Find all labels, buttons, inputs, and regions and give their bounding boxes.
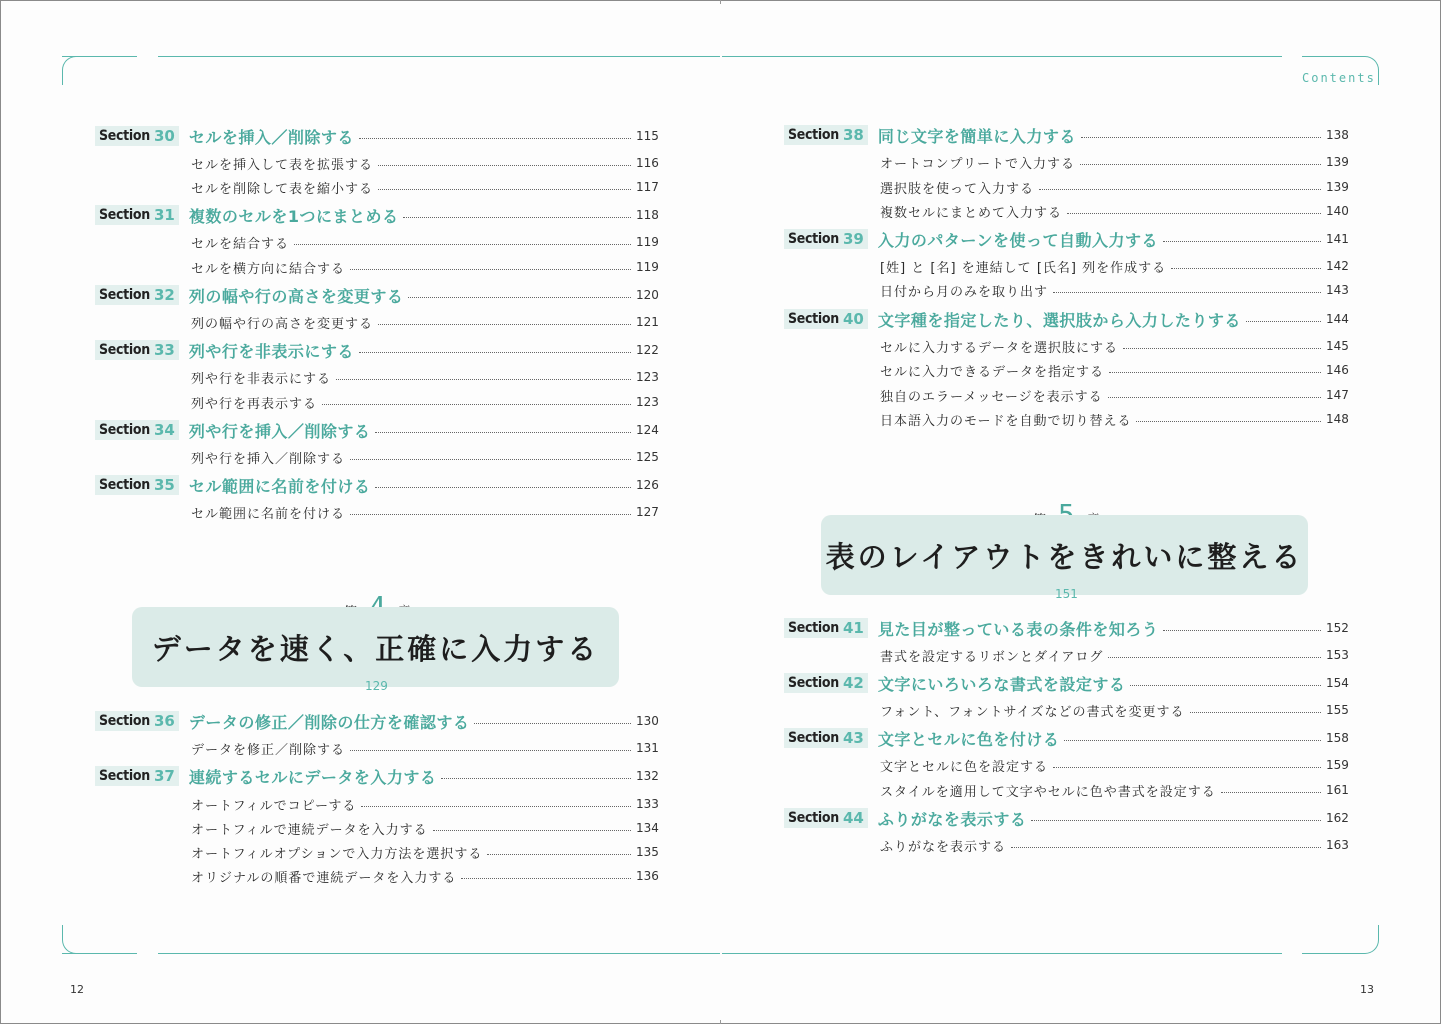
- subsection-title: オートコンプリートで入力する: [880, 156, 1075, 172]
- subsection-page: 119: [636, 260, 659, 274]
- section-badge: [95, 711, 179, 731]
- chapter4-title: データを速く、正確に入力する: [151, 632, 600, 666]
- subsection-page: 155: [1326, 703, 1349, 717]
- subsection-page: 163: [1326, 838, 1349, 852]
- subsection-page: 146: [1326, 363, 1349, 377]
- leader-dots: [1053, 767, 1321, 768]
- leader-dots: [1130, 685, 1321, 686]
- subsection-title: [姓] と [名] を連結して [氏名] 列を作成する: [880, 260, 1167, 276]
- leader-dots: [350, 750, 631, 751]
- section-page: 144: [1326, 312, 1349, 326]
- leader-dots: [408, 297, 631, 298]
- subsection-title: セルを横方向に結合する: [191, 261, 346, 277]
- subsection-page: 139: [1326, 180, 1349, 194]
- leader-dots: [1109, 372, 1321, 373]
- chapter5-page: 151: [1055, 587, 1078, 601]
- section-row[interactable]: [784, 307, 1348, 331]
- leader-dots: [441, 778, 631, 779]
- subsection-title: 列の幅や行の高さを変更する: [191, 316, 374, 332]
- subsection-title: セルに入力するデータを選択肢にする: [880, 340, 1119, 356]
- spine-mark-bottom: [720, 1020, 721, 1024]
- subsection-page: 135: [636, 845, 659, 859]
- section-badge: [95, 205, 179, 225]
- section-row[interactable]: [784, 123, 1348, 147]
- section-word: Section: [788, 810, 839, 826]
- leader-dots: [1067, 213, 1321, 214]
- subsection-row[interactable]: [191, 230, 658, 254]
- section-word: Section: [99, 768, 150, 784]
- section-page: 154: [1326, 676, 1349, 690]
- leader-dots: [378, 189, 631, 190]
- section-page: 141: [1326, 232, 1349, 246]
- subsection-row[interactable]: [880, 175, 1348, 199]
- section-page: 130: [636, 714, 659, 728]
- leader-dots: [1053, 292, 1321, 293]
- section-number: 30: [153, 127, 175, 145]
- leader-dots: [350, 459, 631, 460]
- leader-dots: [361, 806, 631, 807]
- subsection-row[interactable]: [191, 390, 658, 414]
- leader-dots: [375, 487, 631, 488]
- spine-mark-top: [720, 0, 721, 4]
- subsection-row[interactable]: [880, 698, 1348, 722]
- section-page: 122: [636, 343, 659, 357]
- section-badge: [784, 125, 868, 145]
- section-page: 118: [636, 208, 659, 222]
- section-page: 126: [636, 478, 659, 492]
- section-word: Section: [788, 231, 839, 247]
- section-page: 132: [636, 769, 659, 783]
- leader-dots: [1171, 268, 1321, 269]
- subsection-row[interactable]: [191, 736, 658, 760]
- section-row[interactable]: [95, 338, 658, 362]
- subsection-title: 文字とセルに色を設定する: [880, 759, 1049, 775]
- subsection-row[interactable]: [880, 383, 1348, 407]
- section-row[interactable]: [784, 806, 1348, 830]
- leader-dots: [294, 244, 631, 245]
- section-word: Section: [788, 730, 839, 746]
- leader-dots: [474, 723, 631, 724]
- subsection-row[interactable]: [880, 753, 1348, 777]
- leader-dots: [1163, 630, 1321, 631]
- subsection-row[interactable]: [191, 500, 658, 524]
- subsection-row[interactable]: [191, 365, 658, 389]
- leader-dots: [350, 269, 631, 270]
- subsection-title: 独自のエラーメッセージを表示する: [880, 389, 1103, 405]
- section-title: 同じ文字を簡単に入力する: [877, 126, 1076, 146]
- section-page: 152: [1326, 621, 1349, 635]
- section-title: ふりがなを表示する: [877, 809, 1027, 829]
- section-number: 35: [153, 476, 175, 494]
- section-title: データの修正／削除の仕方を確認する: [188, 712, 470, 732]
- subsection-row[interactable]: [880, 833, 1348, 857]
- subsection-row[interactable]: [880, 407, 1348, 431]
- section-number: 44: [842, 809, 864, 827]
- leader-dots: [403, 217, 631, 218]
- leader-dots: [433, 830, 631, 831]
- section-number: 33: [153, 341, 175, 359]
- rule-bottom-right-short: [1302, 953, 1362, 954]
- section-title: 文字種を指定したり、選択肢から入力したりする: [877, 310, 1241, 330]
- rule-top-left-short: [62, 56, 137, 57]
- section-title: 入力のパターンを使って自動入力する: [877, 230, 1159, 250]
- subsection-title: 複数セルにまとめて入力する: [880, 205, 1063, 221]
- section-number: 43: [842, 729, 864, 747]
- leader-dots: [336, 379, 631, 380]
- section-page: 120: [636, 288, 659, 302]
- section-row[interactable]: [784, 671, 1348, 695]
- subsection-row[interactable]: [880, 334, 1348, 358]
- leader-dots: [1064, 740, 1321, 741]
- subsection-page: 121: [636, 315, 659, 329]
- section-number: 41: [842, 619, 864, 637]
- leader-dots: [487, 854, 631, 855]
- subsection-row[interactable]: [191, 816, 658, 840]
- leader-dots: [378, 165, 631, 166]
- subsection-page: 140: [1326, 204, 1349, 218]
- section-number: 39: [842, 230, 864, 248]
- section-number: 38: [842, 126, 864, 144]
- section-number: 37: [153, 767, 175, 785]
- subsection-row[interactable]: [191, 840, 658, 864]
- subsection-title: セルを結合する: [191, 236, 290, 252]
- rule-top-left: [158, 56, 720, 57]
- subsection-page: 133: [636, 797, 659, 811]
- section-row[interactable]: [95, 124, 658, 148]
- section-word: Section: [788, 620, 839, 636]
- section-row[interactable]: [95, 418, 658, 442]
- section-badge: [95, 475, 179, 495]
- subsection-row[interactable]: [880, 278, 1348, 302]
- section-word: Section: [99, 207, 150, 223]
- corner-top-left: [62, 56, 81, 85]
- subsection-row[interactable]: [880, 199, 1348, 223]
- section-title: 見た目が整っている表の条件を知ろう: [877, 619, 1159, 639]
- subsection-title: オリジナルの順番で連続データを入力する: [191, 870, 457, 886]
- leader-dots: [359, 352, 631, 353]
- subsection-row[interactable]: [880, 254, 1348, 278]
- section-word: Section: [99, 287, 150, 303]
- section-row[interactable]: [95, 709, 658, 733]
- section-row[interactable]: [784, 726, 1348, 750]
- section-number: 36: [153, 712, 175, 730]
- subsection-page: 131: [636, 741, 659, 755]
- subsection-title: 日付から月のみを取り出す: [880, 284, 1049, 300]
- subsection-title: セルを削除して表を縮小する: [191, 181, 374, 197]
- subsection-title: セルに入力できるデータを指定する: [880, 364, 1105, 380]
- section-row[interactable]: [784, 227, 1348, 251]
- section-title: 文字にいろいろな書式を設定する: [877, 674, 1126, 694]
- section-row[interactable]: [95, 764, 658, 788]
- chapter4-box: [132, 607, 619, 687]
- section-badge: [95, 420, 179, 440]
- section-badge: [95, 766, 179, 786]
- subsection-row[interactable]: [191, 792, 658, 816]
- subsection-title: ふりがなを表示する: [880, 839, 1007, 855]
- rule-bottom-left-short: [62, 953, 137, 954]
- section-word: Section: [99, 477, 150, 493]
- subsection-page: 148: [1326, 412, 1349, 426]
- subsection-page: 136: [636, 869, 659, 883]
- section-word: Section: [788, 675, 839, 691]
- contents-label: Contents: [1302, 71, 1376, 85]
- subsection-page: 123: [636, 395, 659, 409]
- subsection-page: 117: [636, 180, 659, 194]
- leader-dots: [375, 432, 631, 433]
- subsection-row[interactable]: [191, 151, 658, 175]
- section-word: Section: [99, 128, 150, 144]
- leader-dots: [378, 324, 631, 325]
- leader-dots: [461, 878, 631, 879]
- leader-dots: [1081, 137, 1321, 138]
- page-number-right: 13: [1360, 983, 1374, 996]
- chapter5-box: [821, 515, 1308, 595]
- subsection-title: データを修正／削除する: [191, 742, 346, 758]
- section-page: 162: [1326, 811, 1349, 825]
- section-badge: [784, 808, 868, 828]
- leader-dots: [1136, 421, 1321, 422]
- subsection-page: 153: [1326, 648, 1349, 662]
- section-word: Section: [99, 422, 150, 438]
- section-number: 34: [153, 421, 175, 439]
- subsection-page: 147: [1326, 388, 1349, 402]
- section-number: 42: [842, 674, 864, 692]
- section-row[interactable]: [784, 616, 1348, 640]
- chapter4-page: 129: [365, 679, 388, 693]
- subsection-title: オートフィルオプションで入力方法を選択する: [191, 846, 483, 862]
- section-number: 40: [842, 310, 864, 328]
- subsection-page: 125: [636, 450, 659, 464]
- subsection-row[interactable]: [191, 445, 658, 469]
- subsection-row[interactable]: [191, 310, 658, 334]
- section-word: Section: [788, 311, 839, 327]
- subsection-title: 書式を設定するリボンとダイアログ: [880, 649, 1104, 665]
- rule-bottom-left: [158, 953, 720, 954]
- leader-dots: [322, 404, 631, 405]
- subsection-row[interactable]: [191, 864, 658, 888]
- section-title: 複数のセルを1つにまとめる: [188, 206, 399, 226]
- section-badge: [95, 126, 179, 146]
- section-title: 列や行を非表示にする: [188, 341, 354, 361]
- section-word: Section: [788, 127, 839, 143]
- leader-dots: [1246, 321, 1321, 322]
- subsection-page: 134: [636, 821, 659, 835]
- section-badge: [784, 728, 868, 748]
- rule-top-right: [722, 56, 1282, 57]
- subsection-row[interactable]: [191, 175, 658, 199]
- subsection-page: 119: [636, 235, 659, 249]
- subsection-title: オートフィルで連続データを入力する: [191, 822, 428, 838]
- leader-dots: [1039, 189, 1321, 190]
- leader-dots: [1011, 847, 1321, 848]
- section-badge: [784, 618, 868, 638]
- subsection-page: 116: [636, 156, 659, 170]
- section-number: 32: [153, 286, 175, 304]
- subsection-title: オートフィルでコピーする: [191, 798, 357, 814]
- subsection-page: 127: [636, 505, 659, 519]
- section-title: 列や行を挿入／削除する: [188, 421, 371, 441]
- leader-dots: [350, 514, 631, 515]
- section-title: 連続するセルにデータを入力する: [188, 767, 437, 787]
- leader-dots: [1123, 348, 1321, 349]
- subsection-row[interactable]: [880, 778, 1348, 802]
- section-title: 列の幅や行の高さを変更する: [188, 286, 404, 306]
- subsection-title: 列や行を再表示する: [191, 396, 318, 412]
- subsection-title: 選択肢を使って入力する: [880, 181, 1035, 197]
- subsection-page: 159: [1326, 758, 1349, 772]
- leader-dots: [1031, 820, 1321, 821]
- section-page: 124: [636, 423, 659, 437]
- subsection-page: 123: [636, 370, 659, 384]
- section-title: 文字とセルに色を付ける: [877, 729, 1060, 749]
- section-badge: [95, 285, 179, 305]
- rule-top-right-short: [1302, 56, 1362, 57]
- section-page: 138: [1326, 128, 1349, 142]
- subsection-title: フォント、フォントサイズなどの書式を変更する: [880, 704, 1185, 720]
- subsection-page: 142: [1326, 259, 1349, 273]
- subsection-row[interactable]: [880, 643, 1348, 667]
- section-row[interactable]: [95, 283, 658, 307]
- section-row[interactable]: [95, 473, 658, 497]
- section-row[interactable]: [95, 203, 658, 227]
- subsection-row[interactable]: [880, 150, 1348, 174]
- subsection-page: 139: [1326, 155, 1349, 169]
- section-badge: [95, 340, 179, 360]
- section-word: Section: [99, 713, 150, 729]
- rule-bottom-right: [722, 953, 1282, 954]
- subsection-title: 列や行を非表示にする: [191, 371, 332, 387]
- subsection-page: 145: [1326, 339, 1349, 353]
- section-badge: [784, 673, 868, 693]
- subsection-page: 161: [1326, 783, 1349, 797]
- chapter5-title: 表のレイアウトをきれいに整える: [825, 540, 1304, 574]
- section-badge: [784, 229, 868, 249]
- section-page: 158: [1326, 731, 1349, 745]
- leader-dots: [1190, 712, 1322, 713]
- section-page: 115: [636, 129, 659, 143]
- subsection-title: スタイルを適用して文字やセルに色や書式を設定する: [880, 784, 1216, 800]
- leader-dots: [1108, 397, 1321, 398]
- section-title: セル範囲に名前を付ける: [188, 476, 371, 496]
- subsection-row[interactable]: [191, 255, 658, 279]
- subsection-page: 143: [1326, 283, 1349, 297]
- subsection-title: セル範囲に名前を付ける: [191, 506, 346, 522]
- section-badge: [784, 309, 868, 329]
- section-word: Section: [99, 342, 150, 358]
- section-number: 31: [153, 206, 175, 224]
- section-title: セルを挿入／削除する: [188, 127, 354, 147]
- subsection-row[interactable]: [880, 358, 1348, 382]
- page-number-left: 12: [70, 983, 84, 996]
- leader-dots: [1221, 792, 1321, 793]
- leader-dots: [1108, 657, 1321, 658]
- subsection-title: セルを挿入して表を拡張する: [191, 157, 374, 173]
- subsection-title: 列や行を挿入／削除する: [191, 451, 346, 467]
- subsection-title: 日本語入力のモードを自動で切り替える: [880, 413, 1132, 429]
- leader-dots: [1163, 241, 1321, 242]
- leader-dots: [1080, 164, 1321, 165]
- leader-dots: [359, 138, 631, 139]
